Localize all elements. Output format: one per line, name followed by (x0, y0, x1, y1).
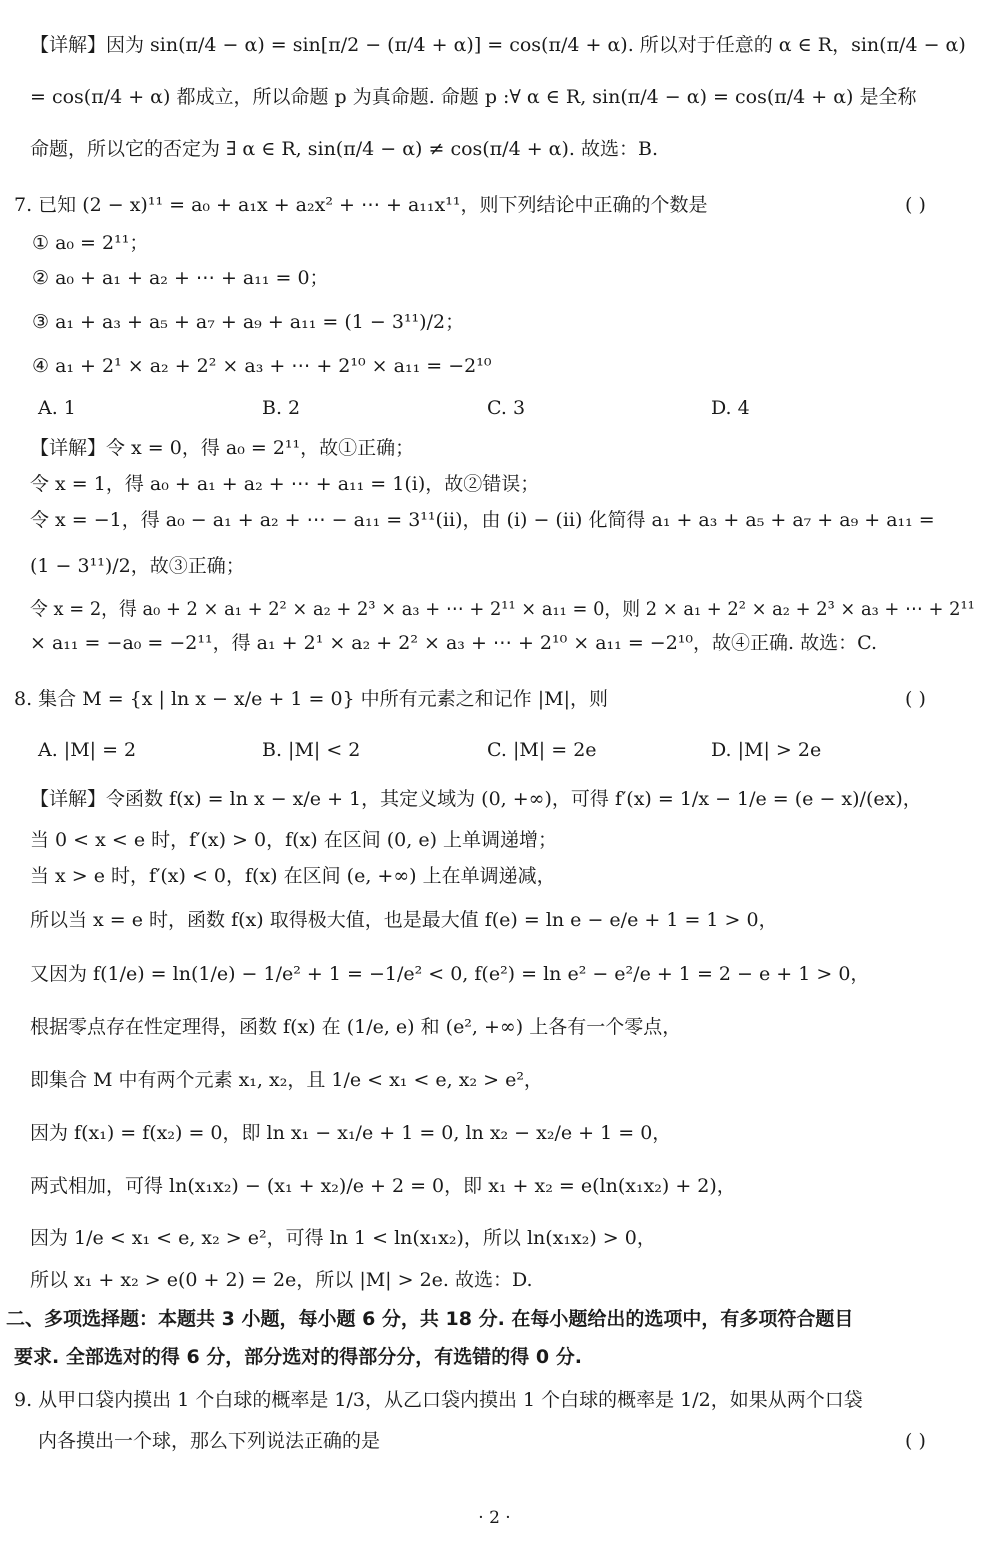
q6-solution-line-1: 【详解】因为 sin(π/4 − α) = sin[π/2 − (π/4 + α)] = cos(π/4 + α). 所以对于任意的 α ∈ R，sin(π/4 − α) (30, 34, 966, 56)
q8-solution-line-10: 因为 1/e < x₁ < e, x₂ > e²，可得 ln 1 < ln(x₁x₂)，所以 ln(x₁x₂) > 0， (30, 1227, 656, 1249)
q8-option-b: B. |M| < 2 (262, 739, 361, 761)
q7-answer-paren: ( ) (905, 194, 926, 216)
q8-solution-line-2: 当 0 < x < e 时，f′(x) > 0，f(x) 在区间 (0, e) 上单调递增； (30, 829, 558, 851)
section-2-heading-line-1: 二、多项选择题：本题共 3 小题，每小题 6 分，共 18 分. 在每小题给出的选项中，有多项符合题目 (6, 1308, 854, 1330)
q8-solution-line-6: 根据零点存在性定理得，函数 f(x) 在 (1/e, e) 和 (e², +∞) 上各有一个零点， (30, 1016, 682, 1038)
q7-statement-2: ② a₀ + a₁ + a₂ + ⋯ + a₁₁ = 0； (32, 267, 329, 289)
q7-solution-line-1: 【详解】令 x = 0，得 a₀ = 2¹¹，故①正确； (30, 437, 415, 459)
q8-option-c: C. |M| = 2e (487, 739, 597, 761)
q8-solution-line-1: 【详解】令函数 f(x) = ln x − x/e + 1，其定义域为 (0, +∞)，可得 f′(x) = 1/x − 1/e = (e − x)/(ex)， (30, 788, 922, 810)
q8-solution-line-8: 因为 f(x₁) = f(x₂) = 0，即 ln x₁ − x₁/e + 1 = 0, ln x₂ − x₂/e + 1 = 0， (30, 1122, 672, 1144)
q8-solution-line-11: 所以 x₁ + x₂ > e(0 + 2) = 2e，所以 |M| > 2e. 故选：D. (30, 1269, 533, 1291)
q8-solution-line-9: 两式相加，可得 ln(x₁x₂) − (x₁ + x₂)/e + 2 = 0，即 x₁ + x₂ = e(ln(x₁x₂) + 2)， (30, 1175, 736, 1197)
section-2-heading-line-2: 要求. 全部选对的得 6 分，部分选对的得部分分，有选错的得 0 分. (14, 1346, 582, 1368)
q8-option-a: A. |M| = 2 (38, 739, 137, 761)
q8-solution-line-5: 又因为 f(1/e) = ln(1/e) − 1/e² + 1 = −1/e² < 0, f(e²) = ln e² − e²/e + 1 = 2 − e + 1 > 0， (30, 963, 870, 985)
q7-statement-1: ① a₀ = 2¹¹； (32, 232, 149, 254)
q8-stem: 8. 集合 M = {x | ln x − x/e + 1 = 0} 中所有元素之和记作 |M|，则 (14, 688, 608, 710)
q7-solution-line-3: 令 x = −1，得 a₀ − a₁ + a₂ + ⋯ − a₁₁ = 3¹¹(ii)，由 (i) − (ii) 化简得 a₁ + a₃ + a₅ + a₇ + a₉ + a₁₁ = (30, 509, 935, 531)
q9-stem-line-1: 9. 从甲口袋内摸出 1 个白球的概率是 1/3，从乙口袋内摸出 1 个白球的概率是 1/2，如果从两个口袋 (14, 1389, 863, 1411)
q6-solution-line-2: = cos(π/4 + α) 都成立，所以命题 p 为真命题. 命题 p :∀ α ∈ R, sin(π/4 − α) = cos(π/4 + α) 是全称 (30, 86, 917, 108)
q9-answer-paren: ( ) (905, 1430, 926, 1452)
q7-solution-line-4: (1 − 3¹¹)/2，故③正确； (30, 555, 245, 577)
q8-solution-line-4: 所以当 x = e 时，函数 f(x) 取得极大值，也是最大值 f(e) = ln e − e/e + 1 = 1 > 0， (30, 909, 778, 931)
page-number: · 2 · (478, 1508, 511, 1528)
q6-solution-line-3: 命题，所以它的否定为 ∃ α ∈ R, sin(π/4 − α) ≠ cos(π/4 + α). 故选：B. (30, 138, 658, 160)
q7-option-c: C. 3 (487, 397, 526, 419)
q7-solution-line-2: 令 x = 1，得 a₀ + a₁ + a₂ + ⋯ + a₁₁ = 1(i)，故②错误； (30, 473, 540, 495)
q7-option-d: D. 4 (711, 397, 750, 419)
q7-solution-line-5: 令 x = 2，得 a₀ + 2 × a₁ + 2² × a₂ + 2³ × a₃ + ⋯ + 2¹¹ × a₁₁ = 0，则 2 × a₁ + 2² × a₂ + 2³ × a₃ + ⋯ + 2¹¹ (30, 598, 975, 620)
q8-solution-line-7: 即集合 M 中有两个元素 x₁, x₂，且 1/e < x₁ < e, x₂ > e²， (30, 1069, 543, 1091)
q7-solution-line-6: × a₁₁ = −a₀ = −2¹¹，得 a₁ + 2¹ × a₂ + 2² × a₃ + ⋯ + 2¹⁰ × a₁₁ = −2¹⁰，故④正确. 故选：C. (30, 632, 878, 654)
q7-statement-3: ③ a₁ + a₃ + a₅ + a₇ + a₉ + a₁₁ = (1 − 3¹¹)/2； (32, 311, 465, 333)
q8-solution-line-3: 当 x > e 时，f′(x) < 0，f(x) 在区间 (e, +∞) 上在单调递减， (30, 865, 556, 887)
q7-statement-4: ④ a₁ + 2¹ × a₂ + 2² × a₃ + ⋯ + 2¹⁰ × a₁₁ = −2¹⁰ (32, 355, 492, 377)
q8-answer-paren: ( ) (905, 688, 926, 710)
q7-option-b: B. 2 (262, 397, 301, 419)
q9-stem-line-2: 内各摸出一个球，那么下列说法正确的是 (38, 1430, 381, 1452)
q8-option-d: D. |M| > 2e (711, 739, 822, 761)
q7-option-a: A. 1 (38, 397, 76, 419)
q7-stem: 7. 已知 (2 − x)¹¹ = a₀ + a₁x + a₂x² + ⋯ + a₁₁x¹¹，则下列结论中正确的个数是 (14, 194, 708, 216)
